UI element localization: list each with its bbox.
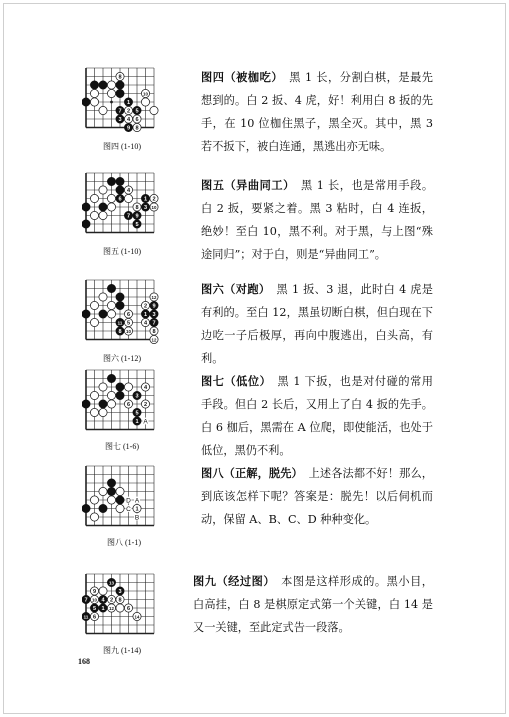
stone-move-number: 8 — [118, 597, 122, 604]
go-diagram-4 — [82, 64, 162, 136]
white-stone — [90, 513, 98, 521]
stone-move-number: 6 — [126, 606, 131, 613]
diagram-caption-4: 图四 (1-10) — [103, 142, 141, 151]
white-stone — [99, 293, 107, 301]
black-stone — [116, 177, 124, 185]
black-stone — [82, 203, 90, 211]
black-stone — [116, 383, 124, 391]
section-body-8: 上述各法都不好！那么，到底该怎样下呢？答案是：脱先！以后伺机而动，保留 A、B、C、D 种种变化。 — [201, 467, 433, 526]
stone-move-number: 1 — [101, 606, 105, 613]
paragraph-7 — [201, 370, 433, 462]
white-stone — [107, 81, 115, 89]
white-stone — [124, 194, 132, 202]
paragraph-8 — [201, 462, 433, 531]
stone-move-number: 10 — [92, 597, 97, 603]
paragraph-6 — [201, 278, 433, 370]
stone-move-number: 12 — [151, 337, 157, 343]
stone-move-number: 6 — [135, 117, 139, 124]
star-point — [110, 101, 113, 104]
stone-move-number: 14 — [134, 614, 140, 620]
stone-move-number: 3 — [152, 312, 156, 319]
white-stone — [99, 211, 107, 219]
point-mark-letter: C — [126, 505, 131, 513]
point-mark-letter: A — [143, 418, 148, 426]
stone-move-number: 11 — [83, 614, 89, 620]
section-body-5: 黑 1 长，也是常用手段。白 2 扳，要紧之着。黑 3 粘时，白 4 连扳，绝妙！至白 10，黑不利。对于黑，与上图“殊途同归”；对于白，则是“异曲同工”。 — [201, 179, 434, 261]
white-stone — [141, 98, 149, 106]
stone-move-number: 7 — [152, 320, 156, 327]
go-diagram-9 — [82, 570, 162, 642]
point-mark-letter: B — [134, 514, 140, 522]
white-stone — [90, 89, 98, 97]
stone-move-number: 1 — [135, 419, 139, 426]
white-stone — [90, 301, 98, 309]
white-stone — [99, 487, 107, 495]
stone-move-number: 3 — [143, 205, 148, 212]
white-stone — [116, 487, 124, 495]
stone-move-number: 5 — [126, 320, 131, 327]
section-title-5: 图五（异曲同工） — [201, 178, 290, 192]
page-number: 168 — [78, 657, 90, 666]
stone-move-number: 8 — [135, 125, 139, 132]
stone-move-number: 12 — [109, 606, 114, 612]
stone-move-number: 7 — [126, 213, 131, 220]
black-stone — [116, 391, 124, 399]
white-stone — [99, 383, 107, 391]
stone-move-number: 2 — [152, 196, 156, 203]
point-mark-letter: A — [134, 497, 140, 505]
stone-move-number: 5 — [92, 606, 97, 613]
go-diagram-5 — [82, 169, 162, 241]
section-body-9: 本图是这样形成的。黑小目，白高挂，白 8 是棋原定式第一个关键，白 14 是又一关键，至此定式告一段落。 — [193, 575, 433, 634]
stone-move-number: 10 — [151, 205, 157, 211]
stone-move-number: 6 — [118, 196, 122, 203]
black-stone — [107, 177, 115, 185]
black-stone — [82, 400, 90, 408]
black-stone — [99, 400, 107, 408]
section-title-8: 图八（正解，脱先） — [201, 466, 298, 480]
stone-move-number: 8 — [118, 74, 122, 81]
stone-move-number: 5 — [135, 222, 139, 229]
stone-move-number: 11 — [117, 320, 123, 326]
black-stone — [82, 98, 90, 106]
black-stone — [116, 301, 124, 309]
stone-move-number: 13 — [109, 580, 114, 586]
stone-move-number: 3 — [118, 589, 122, 596]
go-diagram-6 — [82, 276, 162, 348]
white-stone — [90, 211, 98, 219]
white-stone — [90, 408, 98, 416]
diagram-caption-7: 图七 (1-6) — [105, 442, 139, 451]
paragraph-5 — [201, 174, 433, 266]
white-stone — [107, 89, 115, 97]
black-stone — [82, 504, 90, 512]
white-stone — [107, 496, 115, 504]
stone-move-number: 4 — [101, 597, 105, 604]
stone-move-number: 8 — [118, 329, 122, 336]
white-stone — [99, 408, 107, 416]
diagram-caption-9: 图九 (1-14) — [103, 646, 141, 655]
white-stone — [107, 194, 115, 202]
white-stone — [107, 301, 115, 309]
go-diagram-8 — [82, 462, 162, 534]
stone-move-number: 10 — [126, 329, 131, 335]
black-stone — [99, 504, 107, 512]
white-stone — [90, 391, 98, 399]
stone-move-number: 1 — [143, 312, 148, 319]
stone-move-number: 8 — [152, 329, 156, 336]
white-stone — [107, 203, 115, 211]
stone-move-number: 7 — [84, 597, 88, 604]
black-stone — [90, 81, 98, 89]
section-title-4: 图四（被枷吃） — [201, 70, 278, 84]
stone-move-number: 1 — [143, 196, 148, 203]
black-stone — [116, 293, 124, 301]
black-stone — [107, 479, 115, 487]
diagram-caption-8: 图八 (1-1) — [107, 538, 141, 547]
stone-move-number: 2 — [143, 402, 148, 409]
stone-move-number: 6 — [126, 312, 131, 319]
black-stone — [116, 186, 124, 194]
black-stone — [116, 81, 124, 89]
section-title-7: 图七（低位） — [201, 374, 266, 388]
stone-move-number: 4 — [143, 320, 148, 327]
white-stone — [99, 106, 107, 114]
stone-move-number: 2 — [126, 108, 131, 115]
black-stone — [82, 310, 90, 318]
white-stone — [90, 98, 98, 106]
paragraph-4 — [201, 66, 433, 158]
black-stone — [107, 374, 115, 382]
stone-move-number: 3 — [118, 117, 122, 124]
stone-move-number: 4 — [143, 385, 148, 392]
stone-move-number: 6 — [92, 614, 97, 621]
white-stone — [99, 587, 107, 595]
stone-move-number: 1 — [135, 506, 139, 513]
black-stone — [116, 496, 124, 504]
stone-move-number: 9 — [135, 213, 139, 220]
go-diagram-7 — [82, 366, 162, 438]
black-stone — [107, 487, 115, 495]
white-stone — [107, 310, 115, 318]
stone-move-number: 12 — [151, 295, 157, 301]
stone-move-number: 2 — [143, 303, 148, 310]
white-stone — [90, 194, 98, 202]
black-stone — [107, 284, 115, 292]
stone-move-number: 8 — [135, 205, 139, 212]
white-stone — [107, 391, 115, 399]
white-stone — [116, 604, 124, 612]
white-stone — [107, 400, 115, 408]
white-stone — [90, 318, 98, 326]
section-title-9: 图九（经过图） — [193, 574, 270, 588]
black-stone — [99, 81, 107, 89]
white-stone — [90, 496, 98, 504]
point-mark-letter: D — [126, 497, 131, 505]
black-stone — [99, 310, 107, 318]
diagram-caption-6: 图六 (1-12) — [103, 354, 141, 363]
stone-move-number: 9 — [152, 303, 156, 310]
white-stone — [150, 106, 158, 114]
paragraph-9 — [193, 570, 433, 639]
diagram-caption-5: 图五 (1-10) — [103, 247, 141, 256]
stone-move-number: 10 — [143, 91, 148, 97]
white-stone — [116, 504, 124, 512]
stone-move-number: 2 — [109, 597, 114, 604]
stone-move-number: 5 — [135, 108, 139, 115]
section-body-6: 黑 1 扳、3 退，此时白 4 虎是有利的。至白 12，黑虽切断白棋，但白现在下边吃一子后极厚，再向中腹逃出，白头高，有利。 — [201, 283, 433, 365]
stone-move-number: 5 — [135, 410, 139, 417]
stone-move-number: 4 — [126, 188, 131, 195]
stone-move-number: 4 — [126, 117, 131, 124]
black-stone — [82, 220, 90, 228]
section-body-7: 黑 1 下扳，也是对付碰的常用手段。但白 2 长后，又用上了白 4 扳的先手。白 6 枷后，黑需在 A 位爬，即使能活，也处于低位，黑仍不利。 — [201, 375, 433, 457]
stone-move-number: 3 — [135, 393, 139, 400]
black-stone — [99, 203, 107, 211]
white-stone — [124, 383, 132, 391]
section-title-6: 图六（对跑） — [201, 282, 265, 296]
white-stone — [99, 186, 107, 194]
black-stone — [116, 89, 124, 97]
stone-move-number: 7 — [118, 108, 122, 115]
stone-move-number: 9 — [126, 125, 131, 132]
section-body-4: 黑 1 长，分割白棋，是最先想到的。白 2 扳、4 虎，好！利用白 8 扳的先手，在 10 位枷住黑子，黑全灭。其中，黑 3 若不扳下，被白连通，黑逃出亦无味。 — [201, 71, 433, 153]
stone-move-number: 9 — [92, 589, 97, 596]
stone-move-number: 1 — [126, 100, 131, 107]
stone-move-number: 6 — [126, 402, 131, 409]
